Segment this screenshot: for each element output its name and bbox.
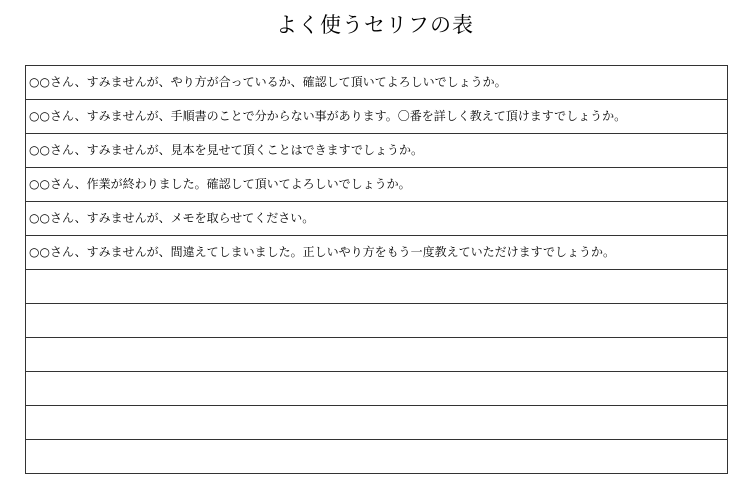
phrase-cell: ○○さん、すみませんが、やり方が合っているか、確認して頂いてよろしいでしょうか。 — [26, 66, 728, 100]
empty-cell[interactable] — [26, 440, 728, 474]
table-row — [26, 236, 728, 270]
phrase-cell: ○○さん、作業が終わりました。確認して頂いてよろしいでしょうか。 — [26, 168, 728, 202]
table-row — [26, 100, 728, 134]
table-row — [26, 202, 728, 236]
phrase-cell: ○○さん、すみませんが、メモを取らせてください。 — [26, 202, 728, 236]
empty-cell[interactable] — [26, 304, 728, 338]
page-title: よく使うセリフの表 — [276, 13, 474, 37]
empty-cell[interactable] — [26, 270, 728, 304]
phrase-table — [25, 65, 728, 474]
table-row — [26, 372, 728, 406]
empty-cell[interactable] — [26, 338, 728, 372]
empty-cell[interactable] — [26, 406, 728, 440]
table-row — [26, 66, 728, 100]
table-row — [26, 440, 728, 474]
table-row — [26, 406, 728, 440]
table-row — [26, 304, 728, 338]
empty-cell[interactable] — [26, 372, 728, 406]
table-row — [26, 134, 728, 168]
phrase-cell: ○○さん、すみませんが、手順書のことで分からない事があります。〇番を詳しく教えて頂けますでしょうか。 — [26, 100, 728, 134]
table-row — [26, 168, 728, 202]
phrase-cell: ○○さん、すみませんが、見本を見せて頂くことはできますでしょうか。 — [26, 134, 728, 168]
table-row — [26, 338, 728, 372]
phrase-cell: ○○さん、すみませんが、間違えてしまいました。正しいやり方をもう一度教えていただけますでしょうか。 — [26, 236, 728, 270]
table-row — [26, 270, 728, 304]
